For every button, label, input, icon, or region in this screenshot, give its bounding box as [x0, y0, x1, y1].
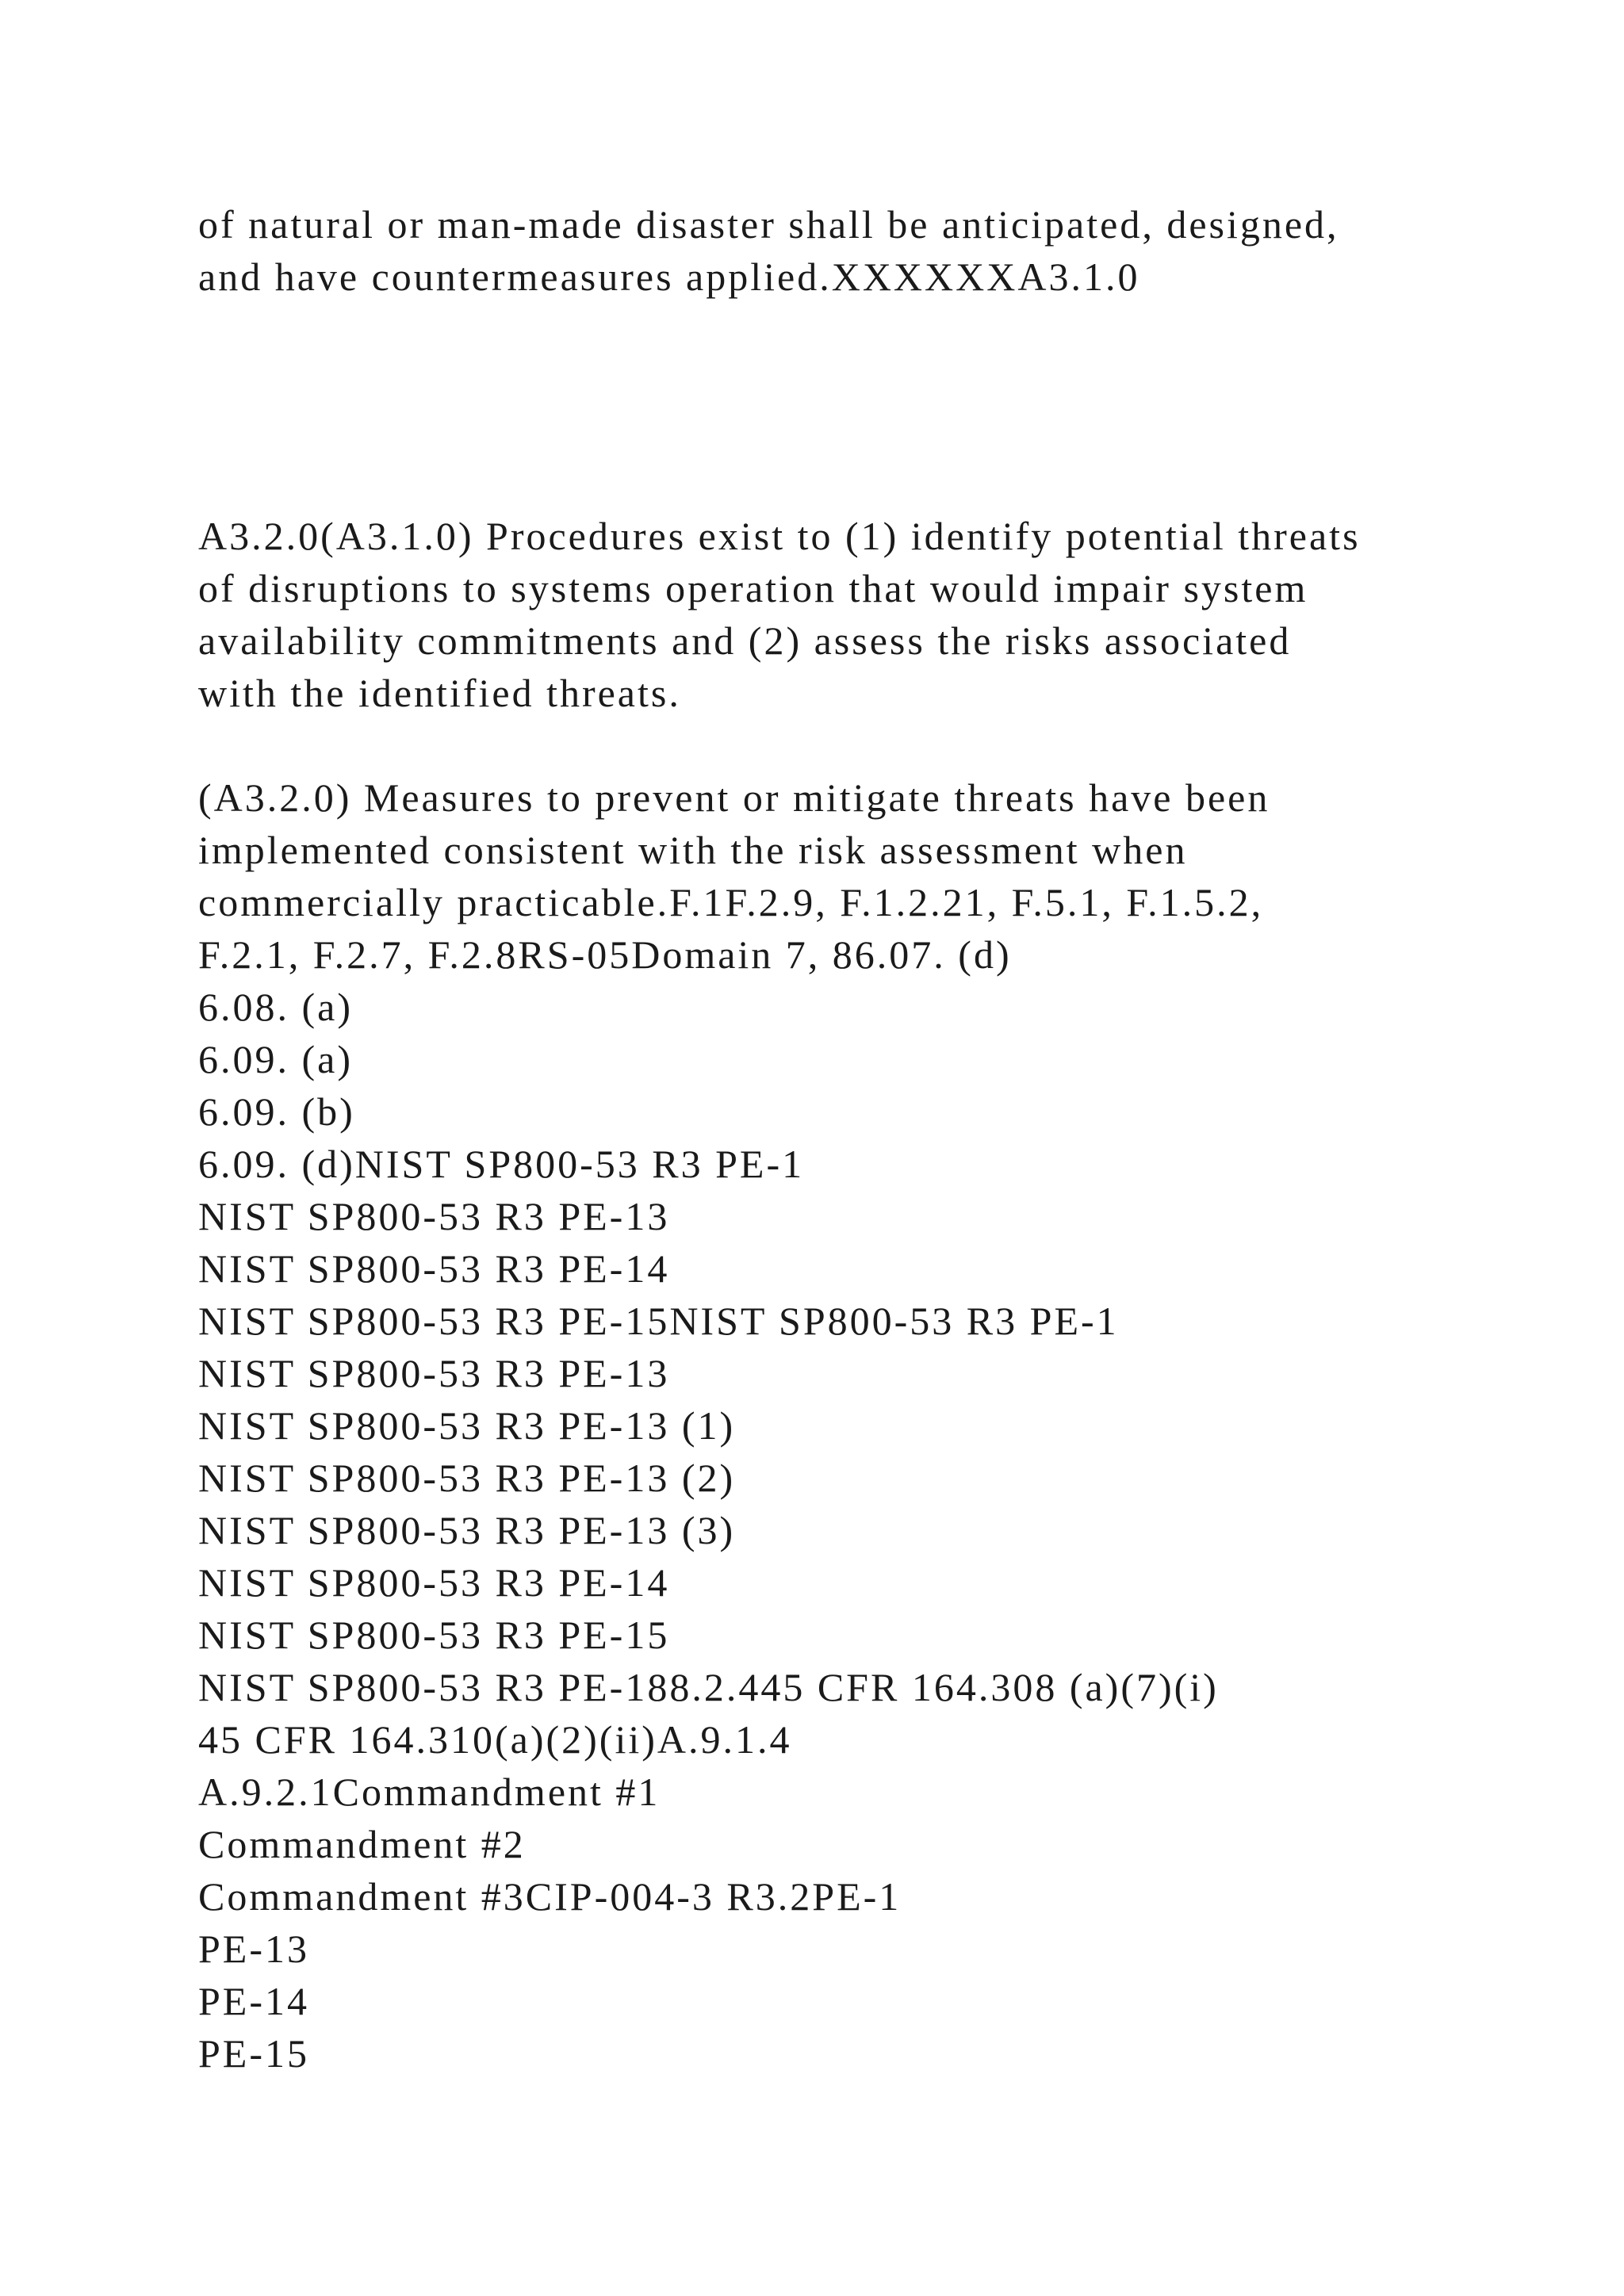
- text-line: of natural or man-made disaster shall be anticipated, designed,: [198, 202, 1339, 247]
- text-line: A3.2.0(A3.1.0) Procedures exist to (1) identify potential threats: [198, 514, 1361, 558]
- text-line: NIST SP800-53 R3 PE-188.2.445 CFR 164.308 (a)(7)(i): [198, 1665, 1219, 1709]
- text-line: commercially practicable.F.1F.2.9, F.1.2.21, F.5.1, F.1.5.2,: [198, 880, 1264, 924]
- text-line: implemented consistent with the risk assessment when: [198, 828, 1188, 872]
- text-line: NIST SP800-53 R3 PE-14: [198, 1246, 670, 1291]
- text-line: NIST SP800-53 R3 PE-15: [198, 1613, 670, 1657]
- text-line: F.2.1, F.2.7, F.2.8RS-05Domain 7, 86.07. (d): [198, 932, 1012, 977]
- text-line: and have countermeasures applied.XXXXXXA3.1.0: [198, 254, 1140, 299]
- text-line: NIST SP800-53 R3 PE-13: [198, 1194, 670, 1238]
- text-line: (A3.2.0) Measures to prevent or mitigate threats have been: [198, 775, 1270, 820]
- text-line: with the identified threats.: [198, 671, 681, 715]
- text-line: NIST SP800-53 R3 PE-14: [198, 1560, 670, 1605]
- text-line: 6.09. (b): [198, 1089, 355, 1134]
- text-line: NIST SP800-53 R3 PE-13 (2): [198, 1456, 736, 1500]
- text-line: NIST SP800-53 R3 PE-13 (1): [198, 1403, 736, 1448]
- text-line: 6.08. (a): [198, 985, 353, 1029]
- text-line: 45 CFR 164.310(a)(2)(ii)A.9.1.4: [198, 1717, 792, 1762]
- text-line: PE-15: [198, 2031, 309, 2076]
- text-line: A.9.2.1Commandment #1: [198, 1770, 661, 1814]
- text-line: of disruptions to systems operation that would impair system: [198, 566, 1308, 610]
- text-line: availability commitments and (2) assess the risks associated: [198, 618, 1292, 663]
- text-line: 6.09. (d)NIST SP800-53 R3 PE-1: [198, 1142, 805, 1186]
- text-line: NIST SP800-53 R3 PE-15NIST SP800-53 R3 PE-1: [198, 1299, 1119, 1343]
- text-line: NIST SP800-53 R3 PE-13 (3): [198, 1508, 736, 1552]
- text-line: PE-14: [198, 1979, 309, 2023]
- text-line: PE-13: [198, 1927, 309, 1971]
- text-line: 6.09. (a): [198, 1037, 353, 1081]
- text-line: Commandment #2: [198, 1822, 526, 1866]
- text-line: NIST SP800-53 R3 PE-13: [198, 1351, 670, 1395]
- text-line: Commandment #3CIP-004-3 R3.2PE-1: [198, 1874, 902, 1919]
